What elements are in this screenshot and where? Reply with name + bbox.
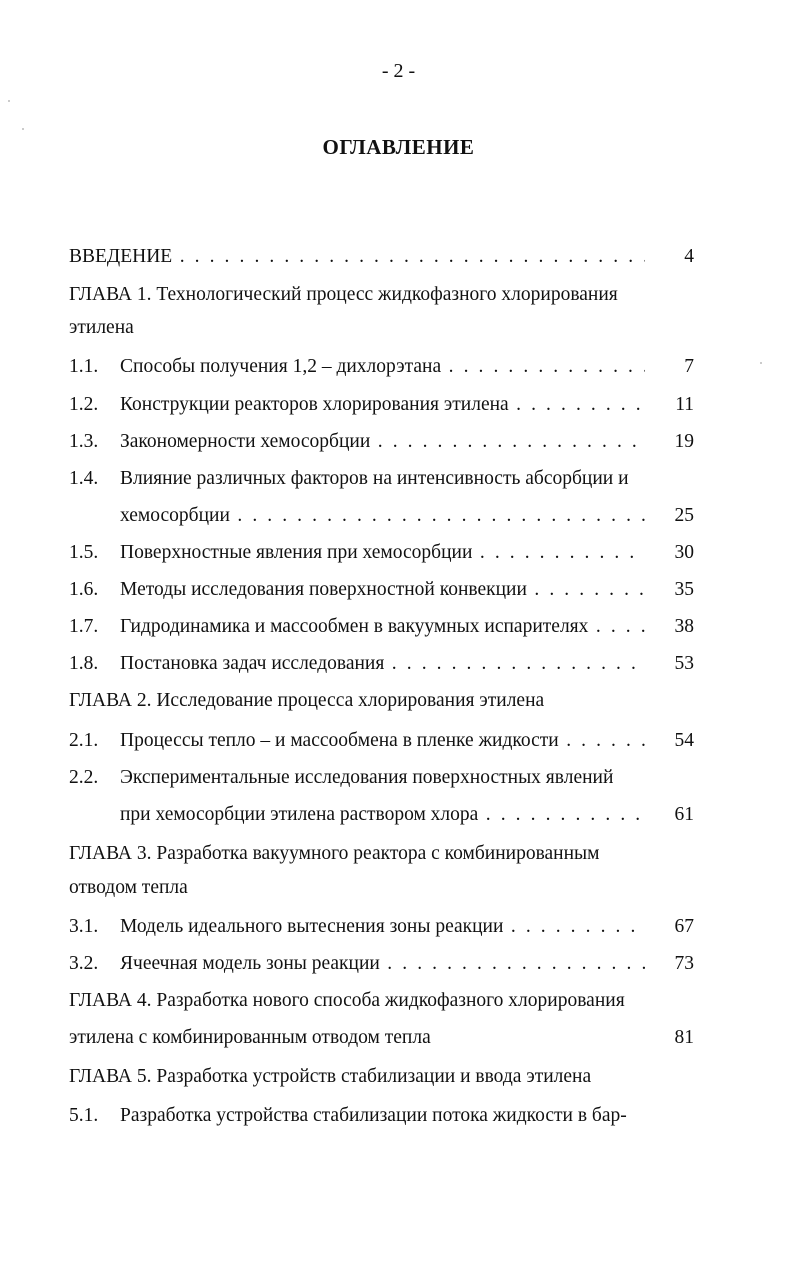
toc-section-1-4 [0, 464, 797, 494]
toc-entry-text: хемосорбции . . . [120, 501, 645, 531]
toc-entry-page: 53 [674, 653, 694, 674]
toc-entry-text: этилена [69, 317, 134, 338]
toc-entry-text: Ячеечная модель зоны реакции . . . [120, 949, 645, 979]
toc-entry-number: 2.2. [69, 767, 99, 788]
toc-entry-text: Влияние различных факторов на интенсивность абсорбции и [120, 468, 629, 489]
toc-entry-text: ГЛАВА 3. Разработка вакуумного реактора с комбинированным [69, 843, 600, 864]
toc-entry-text: Закономерности хемосорбции . . . [120, 427, 645, 457]
toc-entry-text: ГЛАВА 4. Разработка нового способа жидкофазного хлорирования [69, 990, 625, 1011]
toc-entry-page: 4 [684, 246, 694, 267]
toc-section-1-4-cont [0, 501, 797, 531]
toc-entry-page: 81 [674, 1027, 694, 1048]
page-number: - 2 - [381, 60, 416, 82]
toc-chapter-1-cont [0, 313, 797, 343]
toc-entry-text: Конструкции реакторов хлорирования этилена . . . [120, 390, 645, 420]
toc-section-2-2-cont [0, 800, 797, 830]
toc-section-3-1 [0, 912, 797, 942]
toc-chapter-3-cont [0, 873, 797, 903]
toc-entry-number: 1.3. [69, 431, 99, 452]
toc-entry-text: Постановка задач исследования . . . [120, 649, 645, 679]
toc-entry-page: 38 [674, 616, 694, 637]
toc-entry-page: 67 [674, 916, 694, 937]
scan-speck [760, 362, 762, 364]
toc-section-1-2 [0, 390, 797, 420]
toc-entry-text: Поверхностные явления при хемосорбции . . . [120, 538, 645, 568]
toc-section-1-7 [0, 612, 797, 642]
toc-chapter-5 [0, 1062, 797, 1092]
toc-entry-page: 61 [674, 804, 694, 825]
page-title: ОГЛАВЛЕНИЕ [322, 135, 475, 159]
toc-entry-number: 1.8. [69, 653, 99, 674]
toc-entry-text: Методы исследования поверхностной конвекции . . . [120, 575, 645, 605]
toc-entry-intro [0, 242, 797, 272]
toc-entry-text: Процессы тепло – и массообмена в пленке жидкости . . . [120, 726, 645, 756]
toc-entry-number: 5.1. [69, 1105, 99, 1126]
toc-entry-text: при хемосорбции этилена раствором хлора . . . [120, 800, 645, 830]
toc-section-1-8 [0, 649, 797, 679]
toc-entry-text: ГЛАВА 1. Технологический процесс жидкофазного хлорирования [69, 284, 618, 305]
toc-chapter-1 [0, 280, 797, 310]
toc-entry-text: ВВЕДЕНИЕ . . . [69, 242, 645, 272]
toc-section-2-2 [0, 763, 797, 793]
toc-entry-page: 30 [674, 542, 694, 563]
toc-section-2-1 [0, 726, 797, 756]
toc-chapter-2 [0, 686, 797, 716]
scan-speck [22, 128, 24, 130]
toc-entry-page: 54 [674, 730, 694, 751]
toc-entry-page: 7 [684, 356, 694, 377]
toc-entry-number: 1.1. [69, 356, 99, 377]
toc-entry-page: 25 [674, 505, 694, 526]
toc-entry-text: Экспериментальные исследования поверхностных явлений [120, 767, 614, 788]
toc-entry-page: 11 [675, 394, 694, 415]
toc-entry-text: отводом тепла [69, 877, 188, 898]
scan-speck [8, 100, 10, 102]
toc-entry-text: ГЛАВА 5. Разработка устройств стабилизации и ввода этилена [69, 1066, 592, 1087]
toc-entry-number: 3.2. [69, 953, 99, 974]
toc-entry-text: Гидродинамика и массообмен в вакуумных испарителях . . . [120, 612, 645, 642]
toc-chapter-3 [0, 839, 797, 869]
toc-section-1-6 [0, 575, 797, 605]
toc-entry-number: 1.6. [69, 579, 99, 600]
toc-entry-number: 1.5. [69, 542, 99, 563]
toc-entry-text: Способы получения 1,2 – дихлорэтана . . . [120, 352, 645, 382]
toc-chapter-4-cont [0, 1023, 797, 1053]
toc-section-1-3 [0, 427, 797, 457]
toc-entry-number: 1.2. [69, 394, 99, 415]
toc-entry-page: 19 [674, 431, 694, 452]
toc-entry-number: 3.1. [69, 916, 99, 937]
toc-entry-page: 73 [674, 953, 694, 974]
toc-entry-number: 2.1. [69, 730, 99, 751]
toc-entry-text: ГЛАВА 2. Исследование процесса хлорирования этилена [69, 690, 545, 711]
toc-entry-number: 1.7. [69, 616, 99, 637]
toc-section-1-5 [0, 538, 797, 568]
toc-entry-number: 1.4. [69, 468, 99, 489]
toc-entry-text: Модель идеального вытеснения зоны реакции . . . [120, 912, 645, 942]
toc-chapter-4 [0, 986, 797, 1016]
toc-entry-page: 35 [674, 579, 694, 600]
toc-entry-text: Разработка устройства стабилизации потока жидкости в бар- [120, 1105, 627, 1126]
toc-section-3-2 [0, 949, 797, 979]
toc-section-1-1 [0, 352, 797, 382]
toc-entry-text: этилена с комбинированным отводом тепла [69, 1027, 431, 1048]
toc-section-5-1 [0, 1101, 797, 1131]
